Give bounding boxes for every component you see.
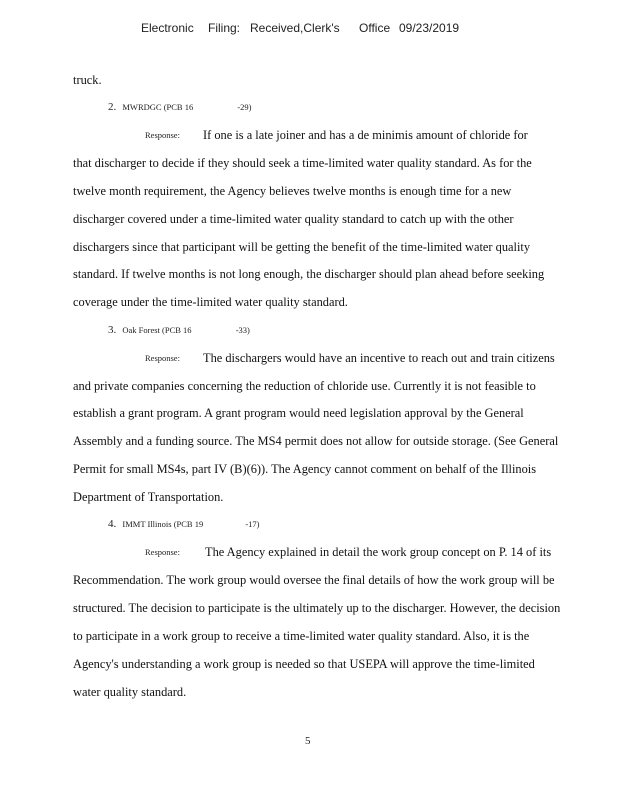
item-3-line-4: Assembly and a funding source. The MS4 permit does not allow for outside storage. (See General (73, 434, 559, 448)
item-4-line-1: The Agency explained in detail the work group concept on P. 14 of its (205, 545, 552, 559)
item-2-line-4: discharger covered under a time-limited water quality standard to catch up with the other (73, 212, 514, 226)
item-4-line-6: water quality standard. (73, 685, 187, 699)
item-4-number: 4. (108, 518, 117, 530)
item-4-name: IMMT Illinois (PCB 19 (122, 519, 204, 529)
item-2-heading (108, 101, 252, 113)
header-filing: Filing: (208, 21, 241, 35)
item-3-line-1: The dischargers would have an incentive to reach out and train citizens (203, 351, 555, 365)
item-2-number: 2. (108, 101, 117, 113)
intro-line: truck. (73, 73, 102, 87)
item-3-line-6: Department of Transportation. (73, 490, 224, 504)
item-2-response-label: Response: (145, 130, 180, 140)
item-2-name: MWRDGC (PCB 16 (122, 102, 194, 112)
item-4-line-4: to participate in a work group to receive a time-limited water quality standard. Also, it is the (73, 629, 530, 643)
item-2-ref: -29) (237, 102, 252, 112)
item-2-line-1: If one is a late joiner and has a de minimis amount of chloride for (203, 128, 528, 142)
item-2-line-6: standard. If twelve months is not long enough, the discharger should plan ahead before seeking (73, 267, 545, 281)
item-3-name: Oak Forest (PCB 16 (122, 325, 192, 335)
header-date: 09/23/2019 (399, 21, 460, 35)
item-2-line-7: coverage under the time-limited water quality standard. (73, 295, 348, 309)
item-2-line-3: twelve month requirement, the Agency believes twelve months is enough time for a new (73, 184, 512, 198)
item-3-line-3: establish a grant program. A grant program would need legislation approval by the General (73, 406, 524, 420)
item-4-line-5: Agency's understanding a work group is needed so that USEPA will approve the time-limited (73, 657, 535, 671)
item-2-line-2: that discharger to decide if they should seek a time-limited water quality standard. As for the (73, 156, 532, 170)
item-4-ref: -17) (245, 519, 260, 529)
item-3-number: 3. (108, 324, 117, 336)
item-3-line-5: Permit for small MS4s, part IV (B)(6)). The Agency cannot comment on behalf of the Illinois (73, 462, 537, 476)
item-4-response-label: Response: (145, 547, 180, 557)
item-2-line-5: dischargers since that participant will be getting the benefit of the time-limited water quality (73, 240, 531, 254)
item-3-line-2: and private companies concerning the reduction of chloride use. Currently it is not feasible to (73, 379, 536, 393)
item-4-heading (108, 518, 260, 530)
page-number: 5 (305, 735, 311, 747)
header-received: Received,Clerk's (250, 21, 340, 35)
item-3-heading (108, 324, 250, 336)
header-electronic: Electronic (141, 21, 194, 35)
item-4-line-2: Recommendation. The work group would oversee the final details of how the work group will be (73, 573, 555, 587)
header-office: Office (359, 21, 391, 35)
item-3-ref: -33) (235, 325, 250, 335)
item-3-response-label: Response: (145, 353, 180, 363)
item-4-line-3: structured. The decision to participate is the ultimately up to the discharger. However, the decision (73, 601, 561, 615)
